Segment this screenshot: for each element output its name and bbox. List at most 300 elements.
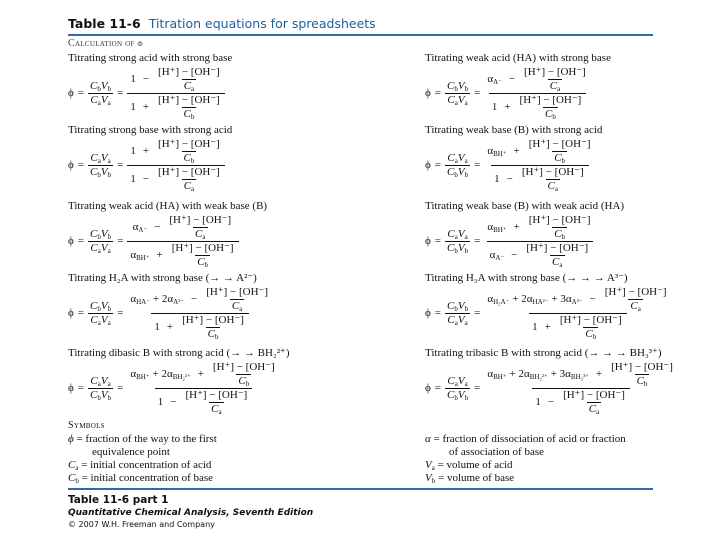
token-base: + 2α bbox=[152, 368, 173, 380]
token-base: C bbox=[630, 300, 638, 312]
symbol-token bbox=[90, 94, 100, 106]
symbol-token bbox=[447, 94, 457, 106]
denominator bbox=[151, 313, 249, 341]
symbol-subscript: b bbox=[75, 477, 79, 485]
operator: + bbox=[544, 321, 551, 333]
symbol-token bbox=[554, 152, 565, 164]
denominator bbox=[445, 165, 470, 178]
footer-table: Table 11-6 part 1 bbox=[68, 494, 169, 506]
numerator bbox=[127, 138, 225, 165]
concentration-difference: [H⁺] − [OH⁻] bbox=[524, 66, 586, 78]
denominator bbox=[193, 227, 207, 240]
symbol-token bbox=[447, 375, 457, 387]
concentration-difference: [H⁺] − [OH⁻] bbox=[158, 66, 220, 78]
token-base: C bbox=[447, 242, 455, 254]
symbol-token bbox=[487, 74, 502, 85]
token-subscript: a bbox=[218, 408, 222, 416]
token-base: C bbox=[447, 389, 455, 401]
concentration-difference: [H⁺] − [OH⁻] bbox=[519, 94, 582, 106]
numerator bbox=[130, 214, 237, 241]
token-subscript: BH₂²⁺ bbox=[529, 373, 548, 381]
token-base: C bbox=[552, 256, 560, 268]
symbol-token bbox=[589, 403, 599, 415]
symbol-token bbox=[101, 242, 111, 254]
concentration-difference: [H⁺] − [OH⁻] bbox=[611, 361, 673, 373]
operator: + bbox=[504, 101, 511, 113]
token-subscript: b bbox=[643, 380, 648, 388]
expression-row bbox=[490, 243, 591, 268]
token-subscript: a bbox=[454, 99, 458, 107]
denominator bbox=[127, 165, 225, 193]
token-subscript: b bbox=[190, 157, 195, 165]
symbol-definition bbox=[68, 459, 217, 472]
concentration-difference: [H⁺] − [OH⁻] bbox=[521, 166, 584, 178]
token-base: C bbox=[545, 108, 553, 120]
symbol-token bbox=[550, 80, 560, 92]
symbol-token bbox=[90, 389, 101, 401]
operator: + bbox=[156, 249, 163, 261]
equation-heading: Titrating strong base with strong acid bbox=[68, 124, 233, 136]
symbol-token bbox=[130, 146, 136, 157]
concentration-fraction bbox=[156, 95, 222, 120]
symbol-token bbox=[238, 375, 249, 387]
token-base: 1 bbox=[494, 173, 500, 185]
phi-equation bbox=[68, 286, 398, 341]
concentration-fraction bbox=[170, 243, 236, 268]
symbol-token bbox=[458, 94, 468, 106]
volume-ratio bbox=[88, 153, 113, 178]
symbol-subscript: b bbox=[431, 477, 436, 485]
equals-sign: = bbox=[434, 235, 442, 247]
numerator bbox=[561, 390, 627, 402]
denominator bbox=[127, 241, 238, 269]
token-base: C bbox=[447, 314, 455, 326]
token-base: C bbox=[183, 108, 191, 120]
symbol-token bbox=[487, 146, 506, 157]
main-fraction bbox=[127, 286, 273, 341]
denominator bbox=[550, 255, 564, 268]
phi-symbol: ϕ bbox=[68, 307, 74, 319]
expression-row bbox=[494, 167, 586, 192]
token-base: C bbox=[90, 314, 98, 326]
symbols-heading: Symbols bbox=[68, 420, 105, 431]
phi-symbol: ϕ bbox=[425, 307, 431, 319]
token-base: + 2α bbox=[512, 293, 533, 305]
footer-book: Quantitative Chemical Analysis, Seventh Edition bbox=[68, 508, 314, 518]
operator: − bbox=[142, 73, 150, 85]
symbol-subscript: a bbox=[431, 464, 435, 472]
symbol-token bbox=[101, 300, 111, 312]
phi-equation bbox=[68, 361, 398, 416]
token-subscript: a bbox=[191, 85, 195, 93]
symbol-token bbox=[458, 242, 468, 254]
denominator bbox=[489, 93, 587, 121]
symbol-token bbox=[101, 166, 111, 178]
operator: − bbox=[589, 293, 596, 305]
definition-text: = volume of acid bbox=[437, 459, 513, 471]
main-fraction bbox=[127, 214, 238, 269]
token-subscript: A⁻ bbox=[495, 254, 505, 262]
definition-text: = initial concentration of acid bbox=[81, 459, 212, 471]
denominator bbox=[155, 388, 253, 416]
symbol-token bbox=[510, 369, 548, 380]
numerator bbox=[88, 301, 113, 313]
token-subscript: b bbox=[454, 247, 458, 255]
token-base: C bbox=[636, 375, 644, 387]
expression-row bbox=[487, 139, 592, 164]
symbol-token bbox=[195, 228, 205, 240]
symbols-left bbox=[68, 433, 217, 485]
token-base: α bbox=[487, 73, 494, 85]
equals-sign: = bbox=[474, 307, 481, 319]
symbol-token bbox=[554, 228, 565, 240]
equation-heading: Titrating H₃A with strong base (→ → → A³⁻) bbox=[425, 272, 628, 284]
symbol-token bbox=[548, 180, 558, 192]
symbol-token bbox=[130, 102, 136, 113]
equation-section bbox=[425, 200, 720, 270]
footer bbox=[68, 494, 313, 530]
denominator bbox=[445, 93, 469, 106]
token-subscript: a bbox=[637, 305, 641, 313]
bottom-rule bbox=[68, 488, 653, 490]
denominator bbox=[445, 388, 470, 401]
equals-sign: = bbox=[474, 87, 481, 99]
symbol-token bbox=[585, 328, 596, 340]
numerator bbox=[127, 361, 279, 388]
token-base: + 2α bbox=[152, 293, 174, 305]
token-subscript: a bbox=[464, 157, 468, 165]
numerator bbox=[170, 243, 236, 255]
expression-row bbox=[532, 315, 624, 340]
token-base: C bbox=[90, 300, 98, 312]
concentration-fraction bbox=[204, 287, 270, 312]
token-base: C bbox=[547, 180, 555, 192]
concentration-fraction bbox=[156, 67, 222, 92]
symbol-token bbox=[153, 369, 191, 380]
concentration-difference: [H⁺] − [OH⁻] bbox=[206, 286, 268, 298]
volume-ratio bbox=[445, 153, 470, 178]
denominator bbox=[548, 79, 562, 92]
symbol-token bbox=[101, 228, 111, 240]
denominator bbox=[543, 107, 558, 120]
token-subscript: b bbox=[454, 171, 458, 179]
token-base: C bbox=[211, 403, 219, 415]
equation-section bbox=[68, 272, 398, 342]
operator: − bbox=[547, 396, 555, 408]
operator: + bbox=[166, 321, 174, 333]
expression-row bbox=[130, 67, 222, 92]
symbol-token bbox=[494, 174, 500, 185]
operator: + bbox=[142, 101, 150, 113]
token-base: V bbox=[100, 166, 108, 178]
token-subscript: b bbox=[214, 333, 219, 341]
equation-heading: Titrating strong acid with strong base bbox=[68, 52, 233, 64]
expression-row bbox=[130, 167, 222, 192]
symbol-token bbox=[487, 294, 509, 305]
equation-section bbox=[425, 124, 720, 194]
concentration-difference: [H⁺] − [OH⁻] bbox=[526, 242, 589, 254]
definition-text: = fraction of dissociation of acid or fraction bbox=[433, 433, 626, 445]
token-base: V bbox=[100, 152, 108, 164]
denominator bbox=[445, 241, 470, 254]
token-base: C bbox=[549, 80, 558, 92]
main-fraction bbox=[484, 66, 591, 121]
definition-text: = initial concentration of base bbox=[81, 472, 214, 484]
equals-sign: = bbox=[434, 87, 442, 99]
main-fraction bbox=[127, 66, 225, 121]
token-subscript: a bbox=[454, 233, 458, 241]
numerator bbox=[88, 153, 112, 165]
volume-ratio bbox=[445, 229, 470, 254]
equation-section bbox=[425, 347, 720, 417]
symbol-token bbox=[101, 80, 111, 92]
numerator bbox=[445, 229, 469, 241]
symbol-token bbox=[458, 166, 468, 178]
concentration-fraction bbox=[211, 362, 277, 387]
symbol-token bbox=[447, 166, 458, 178]
token-base: α bbox=[130, 249, 137, 261]
token-base: + 3α bbox=[550, 368, 571, 380]
token-base: C bbox=[447, 375, 455, 387]
token-base: α bbox=[487, 293, 494, 305]
token-subscript: a bbox=[97, 319, 101, 327]
token-subscript: b bbox=[97, 305, 101, 313]
token-subscript: b bbox=[454, 85, 458, 93]
symbol-token bbox=[90, 242, 100, 254]
concentration-difference: [H⁺] − [OH⁻] bbox=[171, 242, 234, 254]
symbol-token bbox=[130, 294, 150, 305]
token-subscript: a bbox=[97, 157, 101, 165]
symbol-token bbox=[197, 256, 208, 268]
denominator bbox=[88, 165, 113, 178]
symbol-token bbox=[90, 80, 101, 92]
token-subscript: H₂A⁻ bbox=[493, 298, 510, 306]
token-base: C bbox=[588, 403, 597, 415]
denominator bbox=[182, 179, 196, 192]
symbol: V bbox=[425, 459, 432, 471]
denominator bbox=[628, 299, 642, 312]
equation-section bbox=[68, 200, 398, 270]
calc-heading: Calculation of ϕ bbox=[68, 38, 143, 49]
token-base: V bbox=[457, 314, 465, 326]
concentration-difference: [H⁺] − [OH⁻] bbox=[528, 138, 591, 150]
equals-sign: = bbox=[77, 307, 85, 319]
token-base: V bbox=[100, 80, 108, 92]
token-base: 1 bbox=[535, 396, 541, 408]
token-subscript: b bbox=[107, 85, 112, 93]
token-base: 1 bbox=[154, 321, 160, 333]
operator: + bbox=[595, 368, 603, 380]
symbol-token bbox=[630, 300, 640, 312]
token-subscript: b bbox=[97, 85, 101, 93]
denominator bbox=[491, 165, 589, 193]
denominator bbox=[552, 151, 567, 164]
concentration-fraction bbox=[183, 390, 249, 415]
numerator bbox=[127, 286, 273, 313]
phi-equation bbox=[425, 66, 720, 121]
denominator bbox=[635, 374, 650, 387]
symbol-token bbox=[492, 102, 498, 113]
token-subscript: a bbox=[107, 380, 111, 388]
phi-symbol: ϕ bbox=[425, 235, 431, 247]
equals-sign: = bbox=[77, 159, 85, 171]
token-base: V bbox=[457, 375, 465, 387]
denominator bbox=[529, 313, 627, 341]
token-subscript: BH₂²⁺ bbox=[172, 373, 191, 381]
equals-sign: = bbox=[77, 382, 85, 394]
token-subscript: a bbox=[554, 185, 558, 193]
equals-sign: = bbox=[117, 159, 124, 171]
concentration-fraction bbox=[524, 243, 590, 268]
denominator bbox=[546, 179, 560, 192]
numerator bbox=[445, 301, 470, 313]
symbol-token bbox=[487, 222, 506, 233]
denominator bbox=[552, 227, 567, 240]
expression-row bbox=[487, 215, 592, 240]
symbol-token bbox=[184, 108, 195, 120]
numerator bbox=[524, 243, 590, 255]
concentration-difference: [H⁺] − [OH⁻] bbox=[528, 214, 591, 226]
operator: − bbox=[142, 173, 150, 185]
operator: + bbox=[142, 145, 150, 157]
token-subscript: b bbox=[97, 171, 101, 179]
token-base: C bbox=[90, 375, 98, 387]
token-base: V bbox=[100, 314, 108, 326]
definition-continuation: equivalence point bbox=[92, 446, 170, 458]
expression-row bbox=[487, 67, 588, 92]
equation-section bbox=[68, 347, 398, 417]
phi-symbol: ϕ bbox=[68, 87, 74, 99]
volume-ratio bbox=[88, 81, 113, 106]
equation-heading: Titrating H₂A with strong base (→ → A²⁻) bbox=[68, 272, 257, 284]
token-base: 1 bbox=[491, 101, 498, 113]
symbol-token bbox=[101, 375, 111, 387]
symbol-token bbox=[447, 152, 457, 164]
phi-equation bbox=[68, 138, 398, 193]
symbol-token bbox=[153, 294, 184, 305]
symbol-token bbox=[211, 403, 221, 415]
token-base: C bbox=[197, 256, 205, 268]
numerator bbox=[520, 167, 586, 179]
token-base: C bbox=[90, 166, 98, 178]
main-fraction bbox=[127, 361, 279, 416]
phi-equation bbox=[425, 138, 720, 193]
token-base: C bbox=[90, 228, 98, 240]
symbols-right bbox=[425, 433, 626, 485]
numerator bbox=[445, 81, 470, 93]
symbol-token bbox=[232, 300, 242, 312]
token-base: 1 bbox=[130, 73, 136, 85]
symbol-token bbox=[458, 389, 468, 401]
concentration-fraction bbox=[156, 167, 222, 192]
symbol-token bbox=[545, 108, 556, 120]
concentration-fraction bbox=[167, 215, 233, 240]
operator: − bbox=[511, 249, 518, 261]
token-subscript: BH⁺ bbox=[136, 254, 150, 262]
main-fraction bbox=[127, 138, 225, 193]
volume-ratio bbox=[88, 376, 113, 401]
denominator bbox=[182, 151, 197, 164]
equation-heading: Titrating weak acid (HA) with strong base bbox=[425, 52, 611, 64]
numerator bbox=[127, 66, 225, 93]
volume-ratio bbox=[445, 376, 470, 401]
concentration-difference: [H⁺] − [OH⁻] bbox=[604, 286, 667, 298]
denominator bbox=[587, 402, 601, 415]
concentration-difference: [H⁺] − [OH⁻] bbox=[169, 214, 232, 226]
symbol-token bbox=[208, 328, 219, 340]
symbol-token bbox=[101, 152, 111, 164]
concentration-difference: [H⁺] − [OH⁻] bbox=[158, 138, 220, 150]
denominator bbox=[487, 241, 594, 269]
token-base: C bbox=[183, 152, 191, 164]
token-subscript: b bbox=[552, 113, 556, 121]
operator: − bbox=[508, 73, 516, 85]
token-subscript: b bbox=[245, 380, 250, 388]
token-subscript: BH⁺ bbox=[493, 226, 507, 234]
expression-row bbox=[130, 95, 222, 120]
definition-text: = fraction of the way to the first bbox=[76, 433, 217, 445]
token-subscript: a bbox=[454, 380, 458, 388]
concentration-fraction bbox=[527, 139, 593, 164]
token-base: V bbox=[100, 242, 108, 254]
token-base: α bbox=[130, 368, 137, 380]
equation-heading: Titrating weak base (B) with strong acid bbox=[425, 124, 603, 136]
symbol-token bbox=[447, 300, 458, 312]
token-subscript: b bbox=[107, 394, 112, 402]
token-subscript: a bbox=[191, 185, 195, 193]
volume-ratio bbox=[88, 229, 113, 254]
main-fraction bbox=[484, 361, 678, 416]
symbol-definition bbox=[68, 433, 217, 446]
numerator bbox=[167, 215, 233, 227]
token-subscript: a bbox=[454, 319, 458, 327]
symbol-token bbox=[130, 250, 149, 261]
expression-row bbox=[130, 362, 276, 387]
concentration-fraction bbox=[609, 362, 675, 387]
symbol-definition bbox=[68, 472, 217, 485]
equation-section bbox=[68, 52, 398, 122]
token-base: V bbox=[457, 242, 465, 254]
token-subscript: a bbox=[464, 380, 468, 388]
equals-sign: = bbox=[474, 382, 481, 394]
numerator bbox=[558, 315, 624, 327]
symbol-token bbox=[184, 80, 194, 92]
operator: − bbox=[190, 293, 198, 305]
token-subscript: b bbox=[107, 233, 112, 241]
table-title: Table 11-6 Titration equations for spreadsheets bbox=[68, 16, 376, 31]
phi-symbol: ϕ bbox=[425, 159, 431, 171]
phi-equation bbox=[425, 361, 720, 416]
token-base: C bbox=[90, 242, 98, 254]
expression-row bbox=[154, 315, 246, 340]
numerator bbox=[183, 390, 249, 402]
symbol-token bbox=[458, 314, 468, 326]
concentration-fraction bbox=[518, 95, 584, 120]
top-rule bbox=[68, 34, 653, 36]
symbol-definition bbox=[425, 433, 626, 446]
token-base: α bbox=[487, 368, 494, 380]
expression-row bbox=[133, 215, 234, 240]
denominator bbox=[532, 388, 630, 416]
token-subscript: b bbox=[107, 305, 112, 313]
token-base: C bbox=[90, 389, 98, 401]
numerator bbox=[609, 362, 675, 374]
token-base: C bbox=[447, 80, 455, 92]
volume-ratio bbox=[445, 301, 470, 326]
token-subscript: b bbox=[454, 394, 458, 402]
equals-sign: = bbox=[77, 87, 85, 99]
symbol-token bbox=[90, 375, 100, 387]
